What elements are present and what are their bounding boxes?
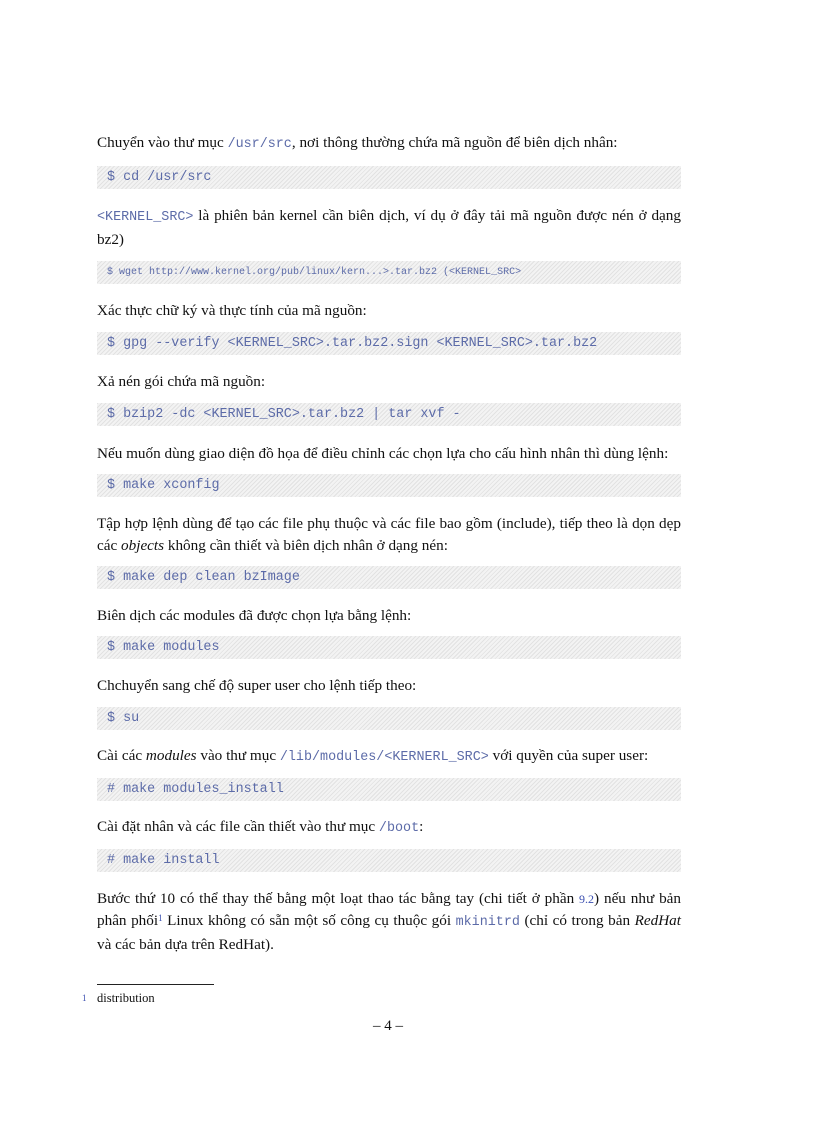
text: Tập hợp lệnh dùng để tạo các file phụ thuộc và các file bao gồm (include), tiếp theo là dọn dẹp các bbox=[97, 515, 681, 554]
text: và các bản dựa trên RedHat). bbox=[97, 936, 274, 953]
paragraph-xconfig: Nếu muốn dùng giao diện đồ họa để điều chỉnh các chọn lựa cho cấu hình nhân thì dùng lệnh: bbox=[97, 445, 669, 462]
code-block-su: $ su bbox=[97, 707, 681, 730]
page-number: – 4 – bbox=[373, 1018, 403, 1034]
paragraph-cd bbox=[97, 132, 681, 156]
paragraph-modules: Biên dịch các modules đã được chọn lựa bằng lệnh: bbox=[97, 607, 412, 624]
code-block-cd: $ cd /usr/src bbox=[97, 166, 681, 189]
code-block-modules: $ make modules bbox=[97, 636, 681, 659]
code-block-bzip2: $ bzip2 -dc <KERNEL_SRC>.tar.bz2 | tar xvf - bbox=[97, 403, 681, 426]
text: (chỉ có trong bản bbox=[519, 912, 635, 929]
footnote-divider bbox=[97, 984, 214, 985]
section-ref-link[interactable]: 9.2 bbox=[579, 892, 595, 906]
path-usr-src: /usr/src bbox=[227, 137, 292, 152]
text: với quyền của super user: bbox=[488, 747, 649, 764]
code-block-gpg: $ gpg --verify <KERNEL_SRC>.tar.bz2.sign <KERNEL_SRC>.tar.bz2 bbox=[97, 332, 681, 355]
paragraph-gpg: Xác thực chữ ký và thực tính của mã nguồn: bbox=[97, 302, 367, 319]
italic-redhat: RedHat bbox=[634, 912, 681, 929]
path-lib-modules: /lib/modules/<KERNERL_SRC> bbox=[279, 750, 489, 765]
code-block-modules-install: # make modules_install bbox=[97, 778, 681, 801]
text: Linux không có sẵn một số công cụ thuộc gói bbox=[162, 912, 456, 929]
kernel-src-token: <KERNEL_SRC> bbox=[97, 210, 194, 225]
text: Cài đặt nhân và các file cần thiết vào thư mục bbox=[97, 818, 379, 835]
paragraph-kernel-src bbox=[97, 205, 681, 251]
footnote-ref[interactable]: 1 bbox=[158, 913, 163, 923]
document-body bbox=[97, 132, 681, 956]
italic-objects: objects bbox=[121, 537, 165, 554]
code-block-wget: $ wget http://www.kernel.org/pub/linux/kern...>.tar.bz2 (<KERNEL_SRC> bbox=[97, 261, 681, 284]
paragraph-modules-install bbox=[97, 745, 681, 769]
code-block-xconfig: $ make xconfig bbox=[97, 474, 681, 497]
footnote bbox=[82, 990, 155, 1006]
footnote-text: distribution bbox=[97, 991, 155, 1005]
text: , nơi thông thường chứa mã nguồn để biên dịch nhân: bbox=[291, 134, 618, 151]
text: Chuyển vào thư mục bbox=[97, 134, 228, 151]
italic-modules: modules bbox=[145, 747, 197, 764]
paragraph-extract: Xả nén gói chứa mã nguồn: bbox=[97, 373, 266, 390]
footnote-number: 1 bbox=[82, 993, 87, 1003]
paragraph-install bbox=[97, 816, 681, 840]
code-block-install: # make install bbox=[97, 849, 681, 872]
mono-mkinitrd: mkinitrd bbox=[455, 915, 520, 930]
text: ) nếu như bản phân phối bbox=[97, 890, 681, 929]
paragraph-bzimage bbox=[97, 513, 681, 557]
paragraph-final bbox=[97, 888, 681, 956]
paragraph-su: Chchuyển sang chế độ super user cho lệnh tiếp theo: bbox=[97, 677, 417, 694]
text: là phiên bản kernel cần biên dịch, ví dụ ở đây tải mã nguồn được nén ở dạng bz2) bbox=[97, 207, 681, 248]
text: không cần thiết và biên dịch nhân ở dạng nén: bbox=[164, 537, 448, 554]
text: Bước thứ 10 có thể thay thế bằng một loạt thao tác bằng tay (chi tiết ở phần bbox=[97, 890, 580, 907]
text: vào thư mục bbox=[196, 747, 280, 764]
text: : bbox=[419, 818, 424, 835]
path-boot: /boot bbox=[378, 821, 420, 836]
code-block-bzimage: $ make dep clean bzImage bbox=[97, 566, 681, 589]
text: Cài các bbox=[97, 747, 146, 764]
